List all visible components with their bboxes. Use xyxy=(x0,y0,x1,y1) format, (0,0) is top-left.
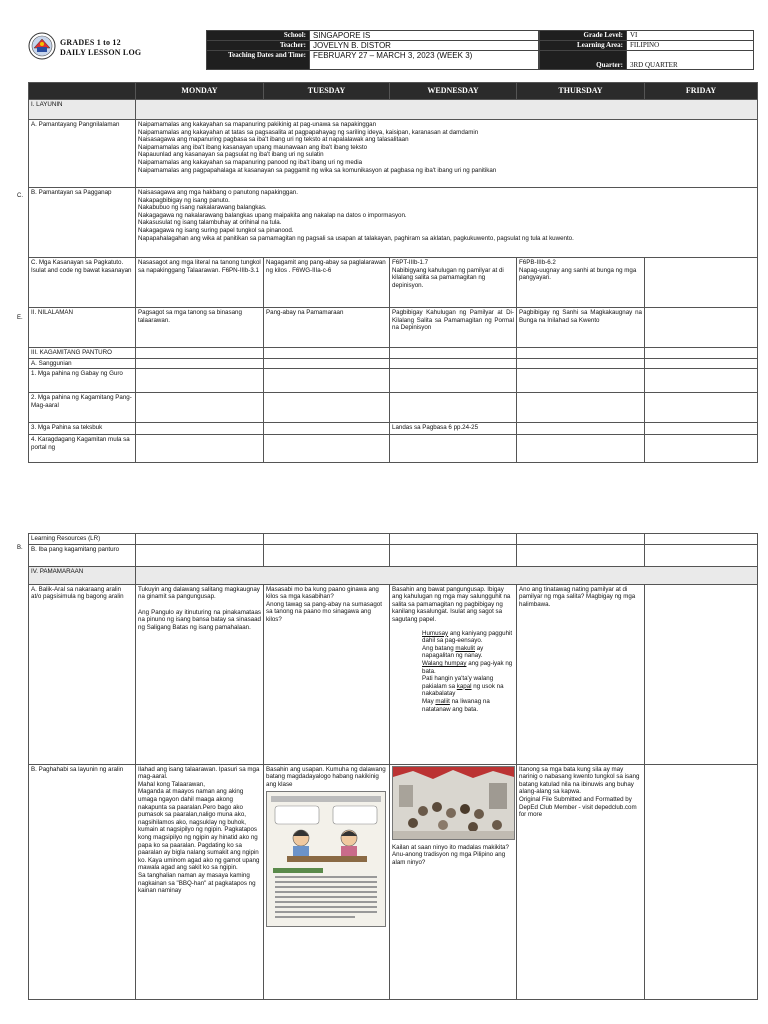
balik-label: A. Balik-Aral sa nakaraang aralin at/o pagsisimula ng bagong aralin xyxy=(29,584,136,764)
pamamaraan-cell xyxy=(136,566,758,584)
day-thursday: THURSDAY xyxy=(517,83,645,100)
balik-wednesday-item-3: Walang humpay ang pag-iyak ng bata. xyxy=(422,659,513,675)
area-value: FILIPINO xyxy=(627,41,754,51)
nilalaman-wednesday: Pagbibigay Kahulugan ng Pamilyar at Di-Kilalang Salita sa Pamamagitan ng Pormal na Depinisyon xyxy=(390,308,517,348)
pamantayang-line: Naipamamalas ang pagpapahalaga at kasanayan sa paggamit ng wika sa komunikasyon at pagbasa ng iba't ibang uri ng panitikan xyxy=(138,166,497,174)
margin-mark-c: C. xyxy=(17,193,23,199)
nilalaman-thursday: Pagbibigay ng Sanhi sa Magkakaugnay na Bunga na Inilahad sa Kwento xyxy=(517,308,645,348)
area-label: Learning Area: xyxy=(540,41,627,51)
kasanayan-thursday: F6PB-IIIb-6.2 Napag-uugnay ang sanhi at bunga ng mga pangyayari. xyxy=(517,258,645,308)
deped-seal-icon xyxy=(28,32,56,60)
balik-monday xyxy=(136,584,264,764)
day-friday: FRIDAY xyxy=(645,83,758,100)
sanggunian-label: A. Sanggunian xyxy=(29,358,136,369)
lr-label: Learning Resources (LR) xyxy=(29,534,136,545)
balik-wednesday-item-5: May maliit na liwanag na natatanaw ang bata. xyxy=(422,697,490,713)
pagganap-line: Nakagagawa ng nakalarawang balangkas upang maipakita ang nakalap na datos o impormasyon. xyxy=(138,211,407,219)
pagganap-cell xyxy=(136,188,758,258)
day-wednesday: WEDNESDAY xyxy=(390,83,517,100)
paghahabi-tuesday-text: Basahin ang usapan. Kumuha ng dalawang batang magdadayalogo habang nakikinig ang klase xyxy=(266,765,386,788)
balik-wednesday-item-2: Ang batang makulit ay napagalitan ng nanay. xyxy=(422,644,484,660)
dll-table-procedure xyxy=(28,533,758,1000)
pagganap-label: B. Pamantayan sa Pagganap xyxy=(29,188,136,258)
pagganap-line: Nakagagawa ng isang suring papel tungkol sa pinanood. xyxy=(138,226,294,234)
paghahabi-tuesday xyxy=(264,764,390,999)
teksbuk-label: 3. Mga Pahina sa teksbuk xyxy=(29,423,136,435)
balik-thursday: Ano ang tinatawag nating pamilyar at di pamilyar ng mga salita? Magbigay ng mga halimbawa. xyxy=(517,584,645,764)
margin-mark-b: B. xyxy=(17,545,23,551)
festival-crowd-icon xyxy=(393,767,514,839)
balik-wednesday-item-4: Pati hangin ya'ta'y walang pakialam sa kapal ng usok na nakabalatay xyxy=(422,675,504,698)
kasanayan-label: C. Mga Kasanayan sa Pagkatuto. Isulat and code ng bawat kasanayan xyxy=(29,258,136,308)
brand-line1: GRADES 1 to 12 xyxy=(60,38,121,47)
quarter-label: Quarter: xyxy=(540,51,627,70)
pamantayang-cell xyxy=(136,120,758,188)
teacher-label: Teacher: xyxy=(207,41,310,51)
pamantayang-line: Naipamamalas ang kakayahan at tatas sa pagsasalita at pagpapahayag ng sariling ideya, kaisipan, karanasan at damdamin xyxy=(138,128,479,136)
pamantayang-line: Napauunlad ang kasanayan sa pagsulat ng iba't ibang uri ng sulatin xyxy=(138,151,324,159)
dates-label: Teaching Dates and Time: xyxy=(207,51,310,70)
dll-table-main xyxy=(28,82,758,463)
quarter-value: 3RD QUARTER xyxy=(627,51,754,70)
grade-label: Grade Level: xyxy=(540,31,627,41)
paghahabi-monday: Ilahad ang isang talaarawan. Ipasuri sa mga mag-aaral. Mahal kong Talaarawan, Maganda at maayos naman ang aking umaga ngayon dahil maaga akong nakapunta sa paaralan.Pero bago ako pumasok sa paaralan,naligo muna ako, nagsihilamos ako, nagsuklay ng buhok, kumain at nagsipilyo ng ngipin. Pagkatapos kong magsipilyo ng ngipin ay hinatid ako ng papa ko sa paaralan. Pagdating ko sa paaralan ay bigla nalang sumakit ang ngipin ko. Kaya uminom agad ako ng gamot upang mawala agad ang sakit ko sa ngipin. Sa tanghalian naman ay masaya kaming nagkainan sa "BBQ-han" at pagkatapos ng kainan naminay xyxy=(136,764,264,999)
pagganap-line: Nakasusulat ng isang talambuhay at orihinal na tula. xyxy=(138,219,282,227)
balik-wednesday-item-1: Humusay ang kaniyang pagguhit dahil sa pag-eensayo. xyxy=(422,629,513,645)
pagganap-line: Naisasagawa ang mga hakbang o panutong napakinggan. xyxy=(138,189,298,196)
layunin-label: I. LAYUNIN xyxy=(29,100,136,120)
kasanayan-monday: Nasasagot ang mga literal na tanong tungkol sa napakinggang Talaarawan. F6PN-IIIb-3.1 xyxy=(136,258,264,308)
pamantayang-line: Naipamamalas ang kakayahan sa mapanuring pakikinig at pag-unawa sa napakinggan xyxy=(138,121,377,128)
kasanayan-tuesday: Nagagamit ang pang-abay sa paglalarawan ng kilos . F6WG-IIIa-c-6 xyxy=(264,258,390,308)
dates-value: FEBRUARY 27 – MARCH 3, 2023 (WEEK 3) xyxy=(310,51,539,70)
school-value: SINGAPORE IS xyxy=(310,31,539,41)
brand-title xyxy=(60,38,141,58)
day-monday: MONDAY xyxy=(136,83,264,100)
kagamitan-label: III. KAGAMITANG PANTURO xyxy=(29,348,136,359)
pagganap-line: Napapahalagahan ang wika at panitikan sa pamamagitan ng pagsali sa usapan at talakayan, paghiram sa aklatan, pagkukuwento, pagsulat ng tula at kuwento. xyxy=(138,234,574,242)
iba-label: B. Iba pang kagamitang panturo xyxy=(29,544,136,566)
balik-tuesday: Masasabi mo ba kung paano ginawa ang kilos sa mga kasabihan? Anong tawag sa pang-abay na sumasagot sa tanong na paano mo sinagawa ang kilos? xyxy=(264,584,390,764)
day-tuesday: TUESDAY xyxy=(264,83,390,100)
paghahabi-thursday xyxy=(517,764,645,999)
nilalaman-monday: Pagsagot sa mga tanong sa binasang talaarawan. xyxy=(136,308,264,348)
teacher-value: JOVELYN B. DISTOR xyxy=(310,41,539,51)
pamamaraan-label: IV. PAMAMARAAN xyxy=(29,566,136,584)
paghahabi-thursday-text: Itanong sa mga bata kung sila ay may narinig o nabasang kwento tungkol sa isang batang katulad nila na ibinuwis ang buhay alang-alang sa kapwa. Original File Submitted and Formatted by DepEd Club Member - visit depedclub.com for more xyxy=(519,765,640,819)
balik-monday-sentence: Ang Pangulo ay itinuturing na pinakamataas na pinuno ng isang bansa batay sa sinasaad ng Saligang Batas ng isang pamahalaan. xyxy=(138,608,261,631)
dialogue-textbook-image xyxy=(266,791,386,927)
nilalaman-label: II. NILALAMAN xyxy=(29,308,136,348)
nilalaman-tuesday: Pang-abay na Pamamaraan xyxy=(264,308,390,348)
school-label: School: xyxy=(207,31,310,41)
pamantayang-label: A. Pamantayang Pangnilalaman xyxy=(29,120,136,188)
paghahabi-wednesday-text: Kailan at saan ninyo ito madalas makikita? Anu-anong tradisyon ng mga Pilipino ang alam ninyo? xyxy=(392,843,509,866)
paghahabi-label: B. Paghahabi sa layunin ng aralin xyxy=(29,764,136,999)
paghahabi-wednesday xyxy=(390,764,517,999)
festival-photo-image xyxy=(392,766,515,840)
balik-wednesday xyxy=(390,584,517,764)
grade-value: VI xyxy=(627,31,754,41)
layunin-cell xyxy=(136,100,758,120)
header-info-grid xyxy=(206,30,754,70)
balik-monday-instruction: Tukuyin ang dalawang salitang magkaugnay na ginamit sa pangungusap. xyxy=(138,585,260,601)
nilalaman-friday xyxy=(645,308,758,348)
kagamitan-pang-label: 2. Mga pahina ng Kagamitang Pang-Mag-aaral xyxy=(29,393,136,423)
kasanayan-friday xyxy=(645,258,758,308)
karagdagan-label: 4. Karagdagang Kagamitan mula sa portal ng xyxy=(29,435,136,463)
pagganap-line: Nakabubuo ng isang nakalarawang balangkas. xyxy=(138,204,267,212)
header xyxy=(28,30,756,74)
brand-line2: DAILY LESSON LOG xyxy=(60,48,142,57)
pamantayang-line: Naipamamalas ang iba't ibang kasanayan upang maunawaan ang iba't ibang teksto xyxy=(138,143,368,151)
dialogue-illustration-icon xyxy=(267,792,385,926)
gabay-label: 1. Mga pahina ng Gabay ng Guro xyxy=(29,369,136,393)
margin-mark-e: E. xyxy=(17,315,23,321)
kasanayan-wednesday: F6PT-IIIb-1.7 Nabibigyang kahulugan ng pamilyar at di kilalang salita sa pamamagitan ng depinisyon. xyxy=(390,258,517,308)
pagganap-line: Nakapagbibigay ng isang panuto. xyxy=(138,196,230,204)
corner-header xyxy=(29,83,136,100)
pamantayang-line: Naipamamalas ang kakayahan sa mapanuring panood ng iba't ibang uri ng media xyxy=(138,158,363,166)
teksbuk-wednesday: Landas sa Pagbasa 6 pp.24-25 xyxy=(390,423,517,435)
pamantayang-line: Naisasagawa ang mapanuring pagbasa sa iba't ibang uri ng teksto at napalalawak ang talasalitaan xyxy=(138,136,409,144)
balik-wednesday-instruction: Basahin ang bawat pangungusap. Ibigay ang kahulugan ng mga may salungguhit na salita sa pamamagitan ng pagbibigay ng kanilang kasalungat. Isulat ang sagot sa sagutang papel. xyxy=(392,585,511,623)
